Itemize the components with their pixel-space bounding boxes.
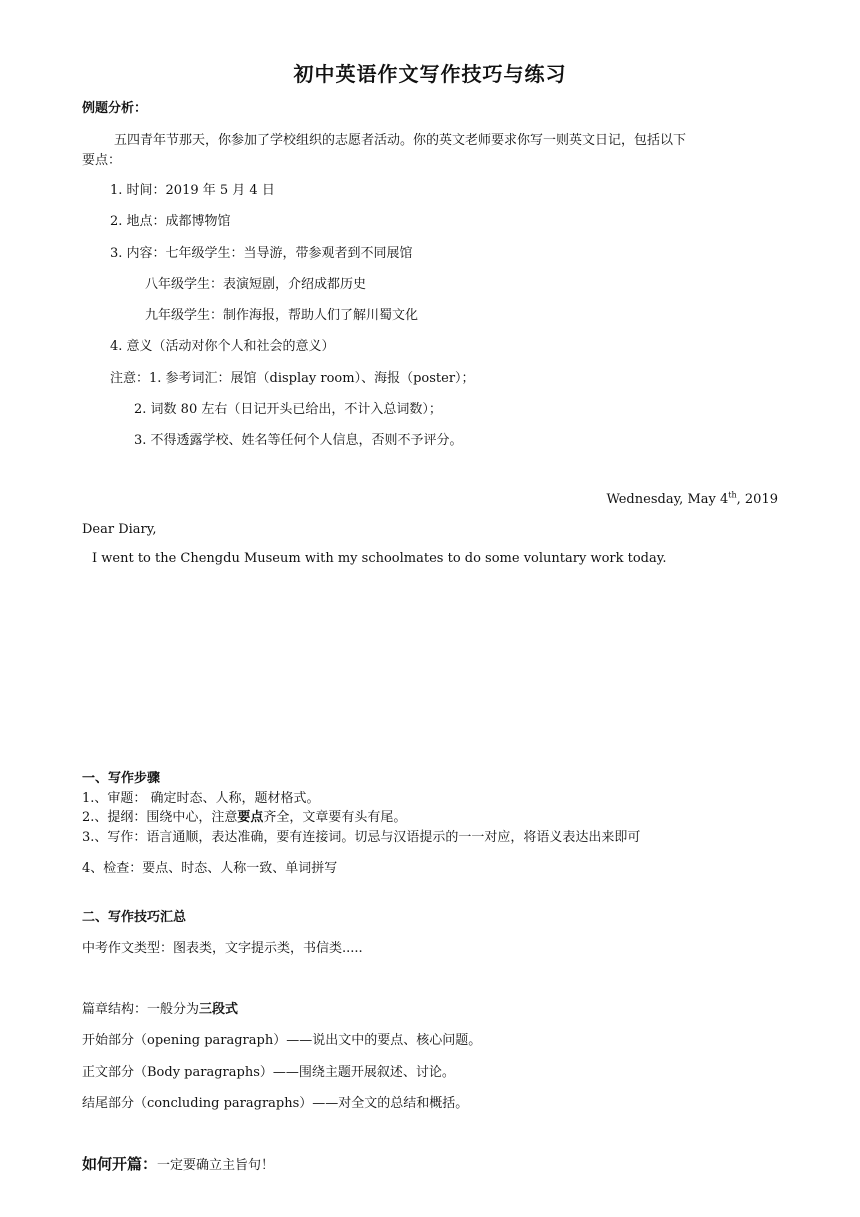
note-word-count: 2. 词数 80 左右（日记开头已给出，不计入总词数）； bbox=[134, 402, 442, 417]
note-vocabulary: 注意：1. 参考词汇：展馆（display room）、海报（poster）； bbox=[110, 371, 475, 386]
section2-heading: 二、写作技巧汇总 bbox=[82, 910, 187, 925]
diary-first-line: I went to the Chengdu Museum with my schoolmates to do some voluntary work today. bbox=[92, 551, 667, 566]
point-time: 1. 时间：2019 年 5 月 4 日 bbox=[110, 183, 275, 198]
essay-types: 中考作文类型：图表类，文字提示类，书信类..... bbox=[82, 941, 363, 956]
point-place: 2. 地点：成都博物馆 bbox=[110, 214, 231, 229]
prompt-line-1: 五四青年节那天，你参加了学校组织的志愿者活动。你的英文老师要求你写一则英文日记，包括以下 bbox=[114, 133, 687, 148]
note-privacy: 3. 不得透露学校、姓名等任何个人信息，否则不予评分。 bbox=[134, 433, 463, 448]
point-content-grade8: 八年级学生：表演短剧，介绍成都历史 bbox=[145, 277, 367, 292]
point-content-grade7: 3. 内容：七年级学生：当导游，带参观者到不同展馆 bbox=[110, 246, 413, 261]
part-opening: 开始部分（opening paragraph）——说出文中的要点、核心问题。 bbox=[82, 1033, 482, 1048]
opening-tip: 如何开篇：一定要确立主旨句！ bbox=[82, 1155, 275, 1173]
step-write: 3.、写作：语言通顺，表达准确，要有连接词。切忌与汉语提示的一一对应，将语义表达出来即可 bbox=[82, 830, 641, 845]
prompt-line-2: 要点： bbox=[82, 153, 122, 168]
diary-salutation: Dear Diary, bbox=[82, 522, 157, 537]
step-check: 4、检查：要点、时态、人称一致、单词拼写 bbox=[82, 861, 338, 876]
step-outline: 2.、提纲：围绕中心，注意要点齐全，文章要有头有尾。 bbox=[82, 810, 407, 825]
point-content-grade9: 九年级学生：制作海报，帮助人们了解川蜀文化 bbox=[145, 308, 419, 323]
diary-date: Wednesday, May 4th, 2019 bbox=[606, 490, 778, 507]
part-body: 正文部分（Body paragraphs）——围绕主题开展叙述、讨论。 bbox=[82, 1065, 455, 1080]
section1-heading: 一、写作步骤 bbox=[82, 771, 161, 786]
document-title: 初中英语作文写作技巧与练习 bbox=[293, 62, 567, 86]
essay-structure: 篇章结构：一般分为三段式 bbox=[82, 1002, 239, 1017]
part-concluding: 结尾部分（concluding paragraphs）——对全文的总结和概括。 bbox=[82, 1096, 469, 1111]
step-review: 1.、审题： 确定时态、人称，题材格式。 bbox=[82, 791, 320, 806]
example-heading: 例题分析： bbox=[82, 101, 148, 116]
point-meaning: 4. 意义（活动对你个人和社会的意义） bbox=[110, 339, 335, 354]
